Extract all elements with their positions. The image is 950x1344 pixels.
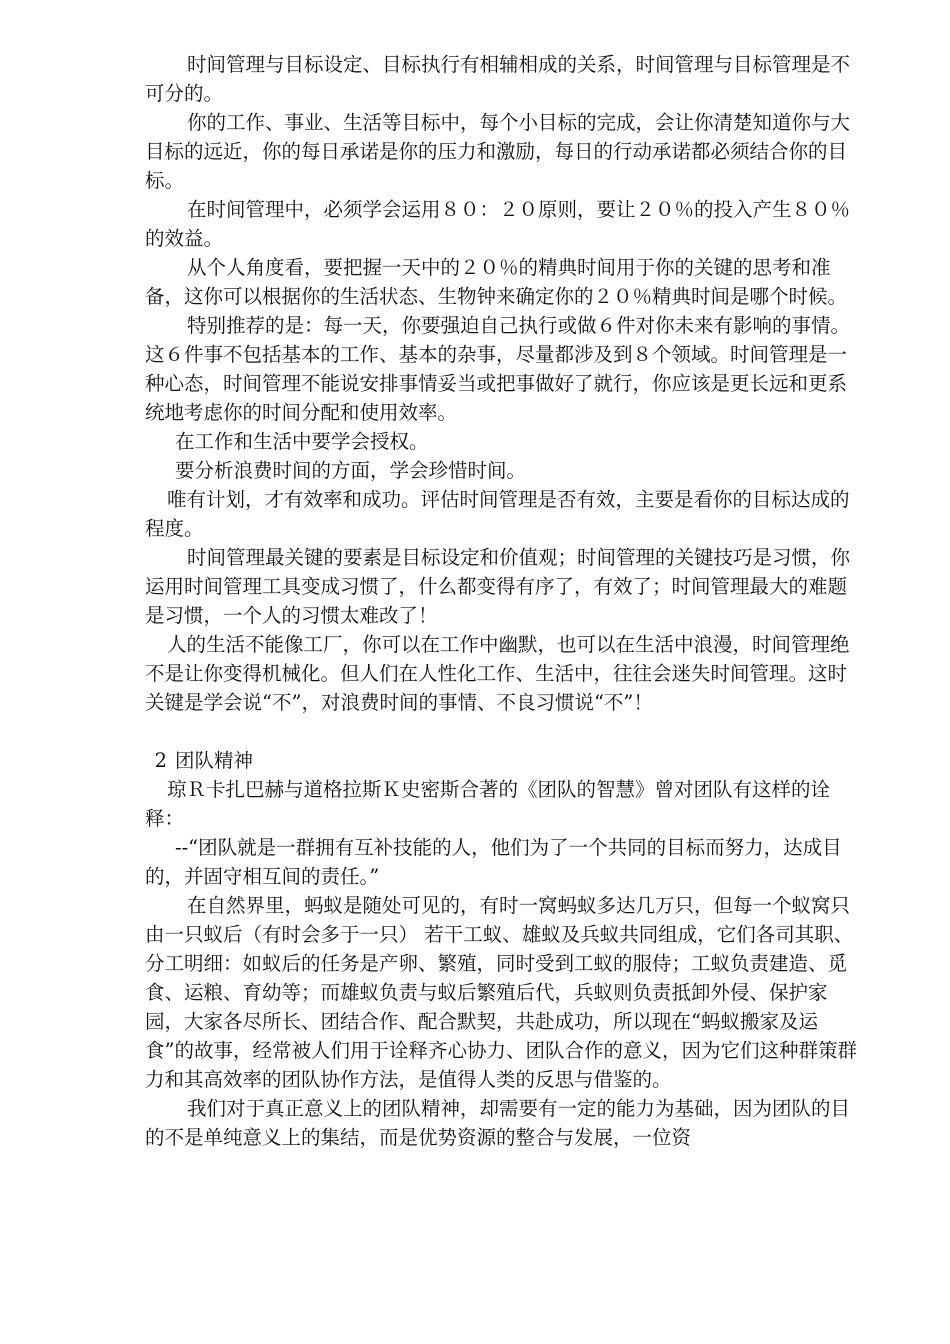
document-page	[145, 50, 865, 1152]
section-title: 团队精神	[175, 749, 254, 772]
paragraph: 时间管理最关键的要素是目标设定和价值观；时间管理的关键技巧是习惯，你运用时间管理工具变成习惯了，什么都变得有序了，有效了；时间管理最大的难题是习惯，一个人的习惯太难改了！	[145, 546, 851, 627]
paragraph: 在自然界里，蚂蚁是随处可见的，有时一窝蚂蚁多达几万只，但每一个蚁窝只由一只蚁后（有时会多于一只） 若干工蚁、雄蚁及兵蚁共同组成，它们各司其职、分工明细：如蚁后的任务是产卵、繁殖，同时受到工蚁的服侍；工蚁负责建造、觅食、运粮、育幼等；而雄蚁负责与蚁后繁殖后代，兵蚁则负责抵卸外侵、保护家园，大家各尽所长、团结合作、配合默契，共赴成功，所以现在“蚂蚁搬家及运食”的故事，经常被人们用于诠释齐心协力、团队合作的意义，因为它们这种群策群力和其高效率的团队协作方法，是值得人类的反思与借鉴的。	[145, 894, 857, 1091]
paragraph: 琼Ｒ卡扎巴赫与道格拉斯Ｋ史密斯合著的《团队的智慧》曾对团队有这样的诠释：	[145, 778, 831, 830]
paragraph: 我们对于真正意义上的团队精神，却需要有一定的能力为基础，因为团队的目的不是单纯意义上的集结，而是优势资源的整合与发展，一位资	[145, 1097, 851, 1149]
paragraph: 你的工作、事业、生活等目标中，每个小目标的完成，会让你清楚知道你与大目标的远近，你的每日承诺是你的压力和激励，每日的行动承诺都必须结合你的目标。	[145, 111, 851, 192]
paragraph: 从个人角度看，要把握一天中的２０％的精典时间用于你的关键的思考和准备，这你可以根据你的生活状态、生物钟来确定你的２０％精典时间是哪个时候。	[145, 256, 848, 308]
section-heading	[145, 746, 865, 775]
paragraph: --“团队就是一群拥有互补技能的人，他们为了一个共同的目标而努力，达成目的，并固守相互间的责任。”	[145, 836, 842, 888]
paragraph: 在时间管理中，必须学会运用８０：２０原则，要让２０％的投入产生８０％的效益。	[145, 198, 851, 250]
paragraph: 时间管理与目标设定、目标执行有相辅相成的关系，时间管理与目标管理是不可分的。	[145, 53, 851, 105]
section-number: 2	[154, 749, 167, 772]
paragraph: 在工作和生活中要学会授权。	[175, 430, 429, 453]
paragraph: 特别推荐的是：每一天，你要强迫自己执行或做６件对你未来有影响的事情。这６件事不包括基本的工作、基本的杂事，尽量都涉及到８个领域。时间管理是一种心态，时间管理不能说安排事情妥当或把事做好了就行，你应该是更长远和更系统地考虑你的时间分配和使用效率。	[145, 314, 851, 424]
paragraph: 要分析浪费时间的方面，学会珍惜时间。	[175, 459, 527, 482]
paragraph: 唯有计划，才有效率和成功。评估时间管理是否有效，主要是看你的目标达成的程度。	[145, 488, 850, 540]
blank-line	[145, 717, 865, 746]
paragraph: 人的生活不能像工厂，你可以在工作中幽默，也可以在生活中浪漫，时间管理绝不是让你变得机械化。但人们在人性化工作、生活中，往往会迷失时间管理。这时关键是学会说“不”，对浪费时间的事情、不良习惯说“不”！	[145, 633, 850, 714]
